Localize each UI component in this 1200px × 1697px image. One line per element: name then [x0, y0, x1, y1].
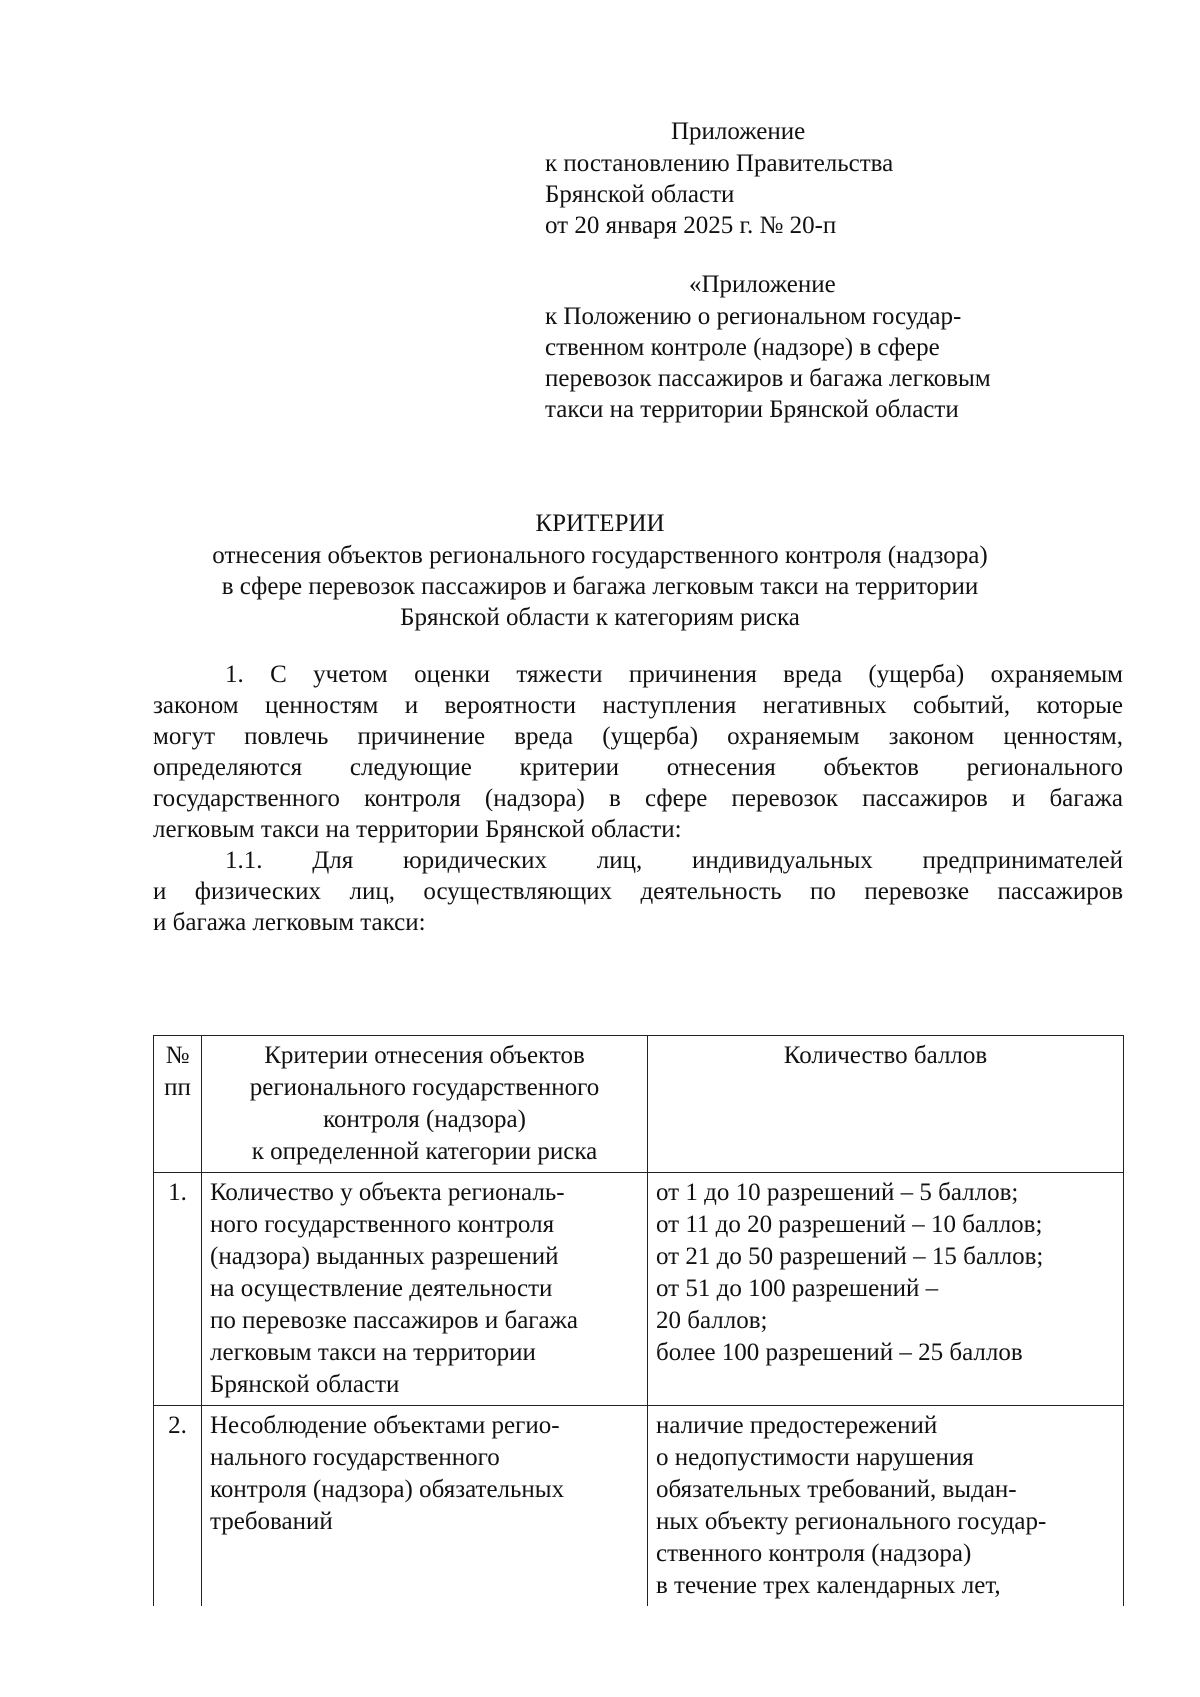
paragraph-line: государственного контроля (надзора) в сфере перевозок пассажиров и багажа [153, 785, 1123, 812]
paragraph-line: могут повлечь причинение вреда (ущерба) охраняемым законом ценностям, [153, 723, 1123, 750]
paragraph-line: 1. С учетом оценки тяжести причинения вреда (ущерба) охраняемым [225, 661, 1123, 688]
table-header-points: Количество баллов [648, 1036, 1124, 1173]
paragraph-line: определяются следующие критерии отнесения объектов регионального [153, 754, 1123, 781]
appendix-date-line: от 20 января 2025 г. № 20-п [545, 212, 837, 239]
table-cell-num: 2. [154, 1406, 202, 1607]
document-title: КРИТЕРИИ [535, 510, 665, 537]
appendix-ref-line: к постановлению Правительства [545, 150, 894, 177]
appendix-region-line: Брянской области [545, 181, 735, 208]
appendix-title: Приложение [671, 118, 806, 145]
document-subtitle-line: отнесения объектов регионального государственного контроля (надзора) [212, 542, 988, 569]
regulation-appendix-line: такси на территории Брянской области [545, 396, 959, 423]
table-row [154, 1406, 1124, 1607]
document-subtitle-line: Брянской области к категориям риска [400, 604, 800, 631]
table-header-num: № пп [154, 1036, 202, 1173]
document-subtitle-line: в сфере перевозок пассажиров и багажа легковым такси на территории [221, 573, 979, 600]
table-cell-points: наличие предостережений о недопустимости нарушения обязательных требований, выдан- ных объекту регионального государ- ственного контроля (надзора) в течение трех календарных лет, [648, 1406, 1124, 1607]
paragraph-line: и багажа легковым такси: [153, 909, 426, 936]
table-cell-criteria: Количество у объекта региональ- ного государственного контроля (надзора) выданных разрешений на осуществление деятельности по перевозке пассажиров и багажа легковым такси на территории Брянской области [202, 1173, 648, 1406]
regulation-appendix-line: перевозок пассажиров и багажа легковым [545, 365, 991, 392]
table-cell-points: от 1 до 10 разрешений – 5 баллов; от 11 до 20 разрешений – 10 баллов; от 21 до 50 разрешений – 15 баллов; от 51 до 100 разрешений – 20 баллов; более 100 разрешений – 25 баллов [648, 1173, 1124, 1406]
table-cell-criteria: Несоблюдение объектами регио- нального государственного контроля (надзора) обязательных требований [202, 1406, 648, 1607]
paragraph-line: 1.1. Для юридических лиц, индивидуальных предпринимателей [225, 847, 1123, 874]
regulation-appendix-line: ственном контроле (надзоре) в сфере [545, 334, 940, 361]
table-row [154, 1173, 1124, 1406]
table-header-criteria: Критерии отнесения объектов регионального государственного контроля (надзора) к определенной категории риска [202, 1036, 648, 1173]
regulation-appendix-title: «Приложение [689, 271, 836, 298]
paragraph-line: легковым такси на территории Брянской области: [153, 816, 682, 843]
paragraph-line: и физических лиц, осуществляющих деятельность по перевозке пассажиров [153, 878, 1123, 905]
paragraph-line: законом ценностям и вероятности наступления негативных событий, которые [153, 692, 1123, 719]
regulation-appendix-line: к Положению о региональном государ- [545, 303, 962, 330]
risk-criteria-table [153, 1035, 1124, 1606]
table-cell-num: 1. [154, 1173, 202, 1406]
table-header-row [154, 1036, 1124, 1173]
